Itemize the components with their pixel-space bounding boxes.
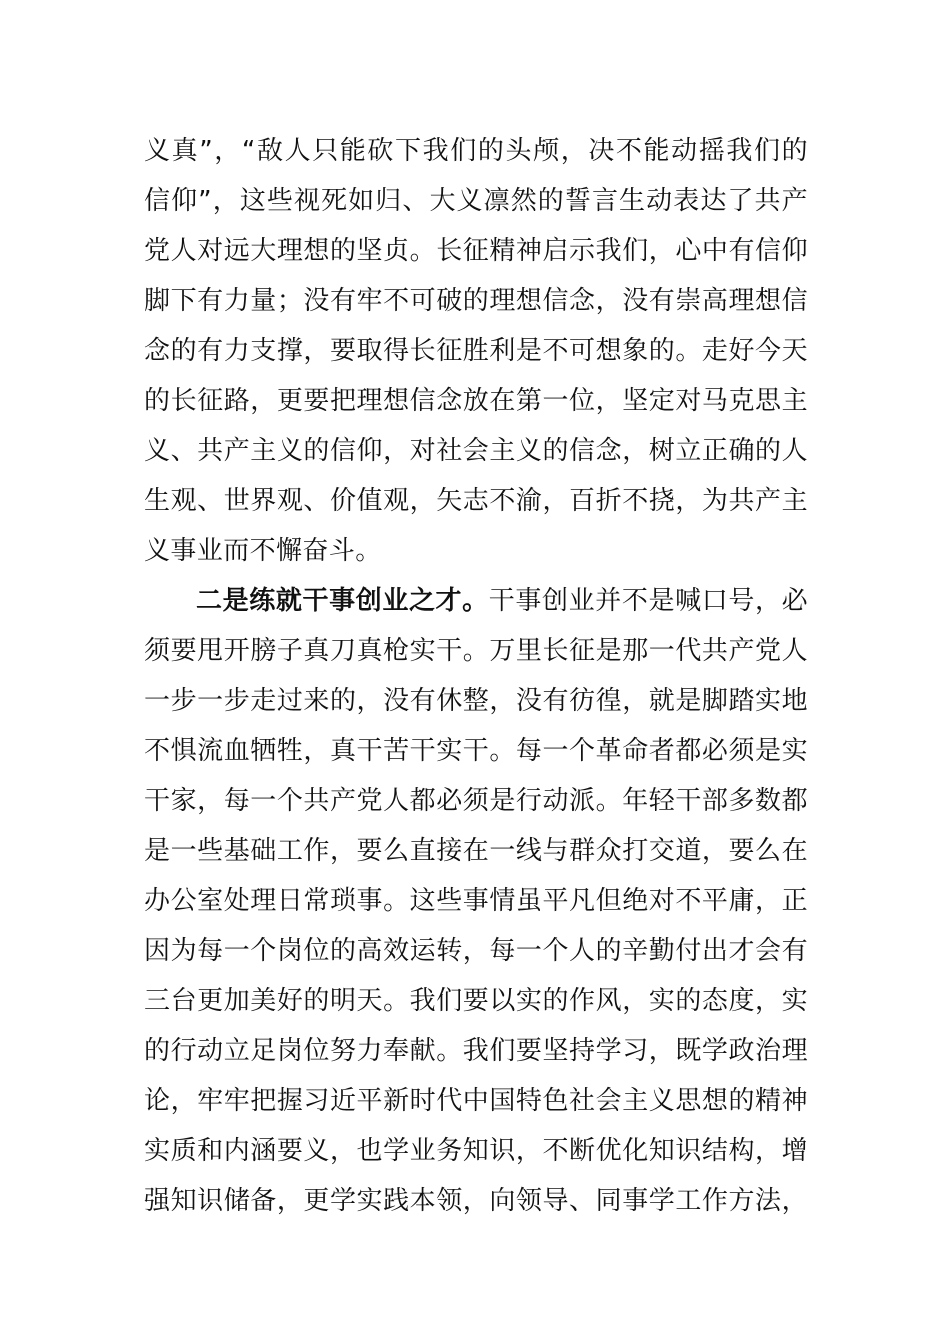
text-line: 的长征路，更要把理想信念放在第一位，坚定对马克思主 [144,386,808,416]
text-line: 办公室处理日常琐事。这些事情虽平凡但绝对不平庸，正 [144,886,808,916]
text-line: 脚下有力量；没有牢不可破的理想信念，没有崇高理想信 [144,286,808,316]
paragraph-ideals [144,126,808,576]
text-line: 一步一步走过来的，没有休整，没有彷徨，就是脚踏实地 [144,686,808,716]
text-fragment: 干事创业并不是喊口号，必 [488,586,808,616]
text-line: 义事业而不懈奋斗。 [144,536,382,566]
text-line: 信仰”，这些视死如归、大义凛然的誓言生动表达了共产 [144,186,808,216]
text-line: 念的有力支撑，要取得长征胜利是不可想象的。走好今天 [144,336,808,366]
text-line: 干家，每一个共产党人都必须是行动派。年轻干部多数都 [144,786,808,816]
text-line: 义真”，“敌人只能砍下我们的头颅，决不能动摇我们的 [144,136,808,166]
text-line: 党人对远大理想的坚贞。长征精神启示我们，心中有信仰 [144,236,808,266]
text-line: 生观、世界观、价值观，矢志不渝，百折不挠，为共产主 [144,486,808,516]
text-line: 不惧流血牺牲，真干苦干实干。每一个革命者都必须是实 [144,736,808,766]
text-line: 义、共产主义的信仰，对社会主义的信念，树立正确的人 [144,436,808,466]
section-heading: 二是练就干事创业之才。 [196,586,489,616]
text-line: 强知识储备，更学实践本领，向领导、同事学工作方法， [144,1186,808,1216]
text-line: 实质和内涵要义，也学业务知识，不断优化知识结构，增 [144,1136,808,1166]
text-line: 是一些基础工作，要么直接在一线与群众打交道，要么在 [144,836,808,866]
text-line: 三台更加美好的明天。我们要以实的作风，实的态度，实 [144,986,808,1016]
text-line: 论，牢牢把握习近平新时代中国特色社会主义思想的精神 [144,1086,808,1116]
document-body [144,126,808,1226]
text-line: 的行动立足岗位努力奉献。我们要坚持学习，既学政治理 [144,1036,808,1066]
text-line: 须要甩开膀子真刀真枪实干。万里长征是那一代共产党人 [144,636,808,666]
paragraph-first-line [144,576,808,626]
text-line: 因为每一个岗位的高效运转，每一个人的辛勤付出才会有 [144,936,808,966]
paragraph-work-talent [144,576,808,1226]
